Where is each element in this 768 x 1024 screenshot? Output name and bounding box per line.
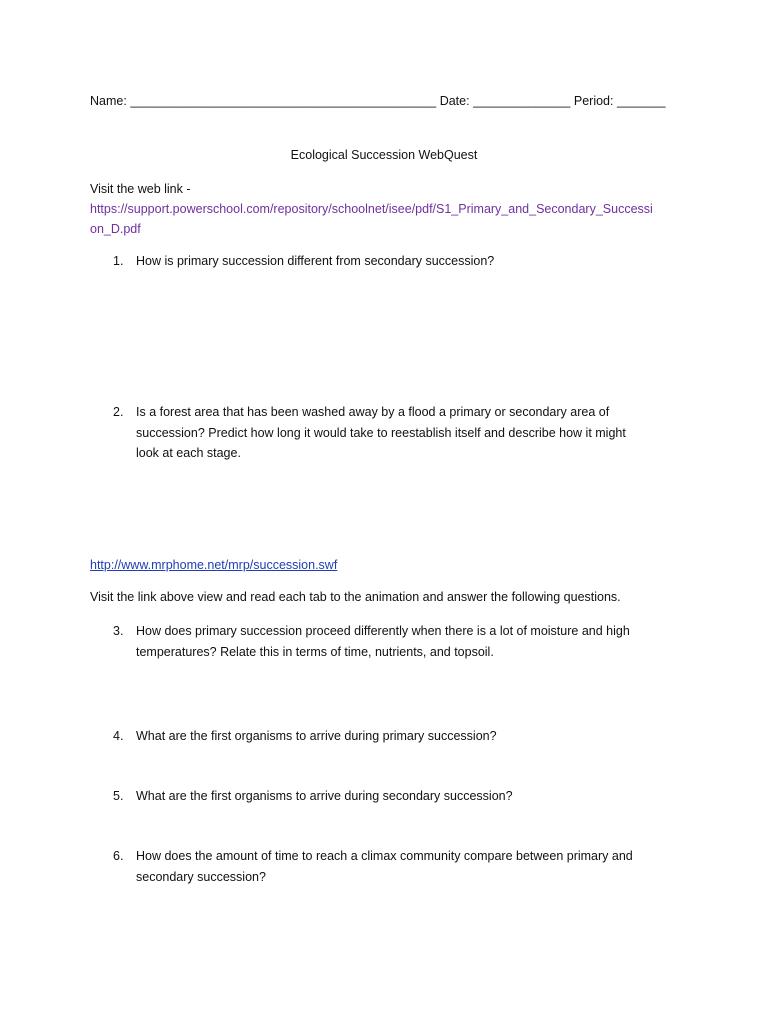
question-6 xyxy=(113,846,633,867)
question-text: secondary succession? xyxy=(136,870,266,884)
animation-link[interactable]: http://www.mrphome.net/mrp/succession.swf xyxy=(90,558,338,572)
question-number: 2. xyxy=(113,405,124,419)
question-number: 1. xyxy=(113,254,124,268)
question-3 xyxy=(113,621,630,642)
question-text: How does the amount of time to reach a climax community compare between primary and xyxy=(136,849,633,863)
question-1 xyxy=(113,251,495,272)
period-blank: _______ xyxy=(616,94,666,108)
question-text: How does primary succession proceed differently when there is a lot of moisture and high xyxy=(136,624,630,638)
date-label: Date: xyxy=(439,94,470,108)
question-5 xyxy=(113,786,513,807)
question-text: temperatures? Relate this in terms of time, nutrients, and topsoil. xyxy=(136,645,494,659)
question-2-cont xyxy=(113,423,626,444)
pdf-link-line2[interactable]: on_D.pdf xyxy=(90,222,141,236)
question-number: 4. xyxy=(113,729,124,743)
question-2 xyxy=(113,402,610,423)
page-title: Ecological Succession WebQuest xyxy=(290,148,478,162)
question-text: What are the first organisms to arrive during secondary succession? xyxy=(136,789,513,803)
question-text: look at each stage. xyxy=(136,446,241,460)
name-blank: ____________________________________________ xyxy=(130,94,437,108)
question-3-cont xyxy=(113,642,494,663)
question-number: 5. xyxy=(113,789,124,803)
question-text: How is primary succession different from secondary succession? xyxy=(136,254,495,268)
header-line xyxy=(90,91,680,112)
pdf-link-line1[interactable]: https://support.powerschool.com/repository/schoolnet/isee/pdf/S1_Primary_and_Secondary_Successi xyxy=(90,202,653,216)
question-number: 6. xyxy=(113,849,124,863)
question-2-cont xyxy=(113,443,241,464)
period-label: Period: xyxy=(573,94,614,108)
question-text: succession? Predict how long it would take to reestablish itself and describe how it might xyxy=(136,426,626,440)
name-label: Name: xyxy=(90,94,127,108)
question-4 xyxy=(113,726,497,747)
question-6-cont xyxy=(113,867,266,888)
question-text: Is a forest area that has been washed away by a flood a primary or secondary area of xyxy=(136,405,610,419)
date-blank: ______________ xyxy=(473,94,571,108)
instruction-text: Visit the link above view and read each tab to the animation and answer the following questions. xyxy=(90,590,621,604)
question-text: What are the first organisms to arrive during primary succession? xyxy=(136,729,497,743)
question-number: 3. xyxy=(113,624,124,638)
visit-text: Visit the web link - xyxy=(90,182,191,196)
